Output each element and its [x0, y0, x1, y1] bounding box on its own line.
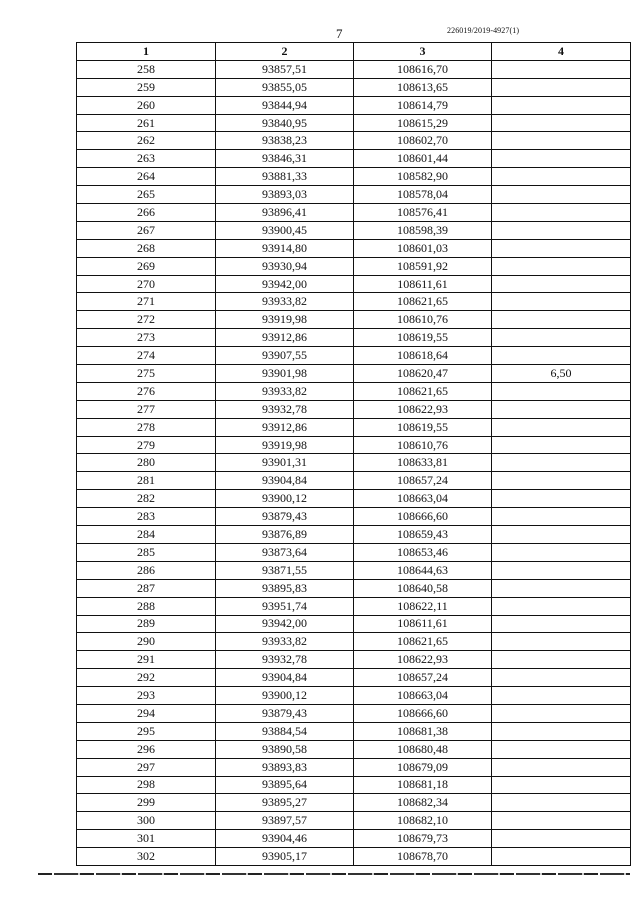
- column-header-3: 3: [354, 43, 492, 61]
- table-cell-col-4: [492, 615, 631, 633]
- table-cell-col-2: 93890,58: [216, 740, 354, 758]
- table-cell-col-3: 108644,63: [354, 561, 492, 579]
- table-row: [77, 597, 631, 615]
- table-cell-col-3: 108618,64: [354, 347, 492, 365]
- table-cell-col-2: 93846,31: [216, 150, 354, 168]
- table-cell-col-2: 93896,41: [216, 204, 354, 222]
- table-row: [77, 615, 631, 633]
- table-cell-col-4: [492, 651, 631, 669]
- table-cell-col-2: 93951,74: [216, 597, 354, 615]
- table-cell-col-3: 108680,48: [354, 740, 492, 758]
- table-cell-col-1: 271: [77, 293, 216, 311]
- table-body: [77, 60, 631, 865]
- table-cell-col-3: 108614,79: [354, 96, 492, 114]
- table-row: [77, 490, 631, 508]
- table-cell-col-3: 108578,04: [354, 186, 492, 204]
- table-cell-col-1: 268: [77, 239, 216, 257]
- table-cell-col-4: [492, 812, 631, 830]
- table-row: [77, 543, 631, 561]
- coordinates-table: [76, 42, 631, 866]
- table-cell-col-1: 272: [77, 311, 216, 329]
- table-cell-col-3: 108622,93: [354, 400, 492, 418]
- table-row: [77, 114, 631, 132]
- table-cell-col-3: 108621,65: [354, 293, 492, 311]
- table-cell-col-4: [492, 722, 631, 740]
- table-cell-col-4: [492, 776, 631, 794]
- table-cell-col-2: 93919,98: [216, 436, 354, 454]
- table-cell-col-4: [492, 472, 631, 490]
- table-cell-col-2: 93904,84: [216, 472, 354, 490]
- table-cell-col-1: 278: [77, 418, 216, 436]
- table-cell-col-1: 300: [77, 812, 216, 830]
- table-cell-col-1: 264: [77, 168, 216, 186]
- table-cell-col-3: 108678,70: [354, 848, 492, 866]
- table-cell-col-3: 108619,55: [354, 329, 492, 347]
- table-cell-col-3: 108682,34: [354, 794, 492, 812]
- table-row: [77, 651, 631, 669]
- table-cell-col-4: [492, 490, 631, 508]
- table-row: [77, 436, 631, 454]
- table-cell-col-2: 93895,27: [216, 794, 354, 812]
- table-row: [77, 418, 631, 436]
- table-cell-col-4: [492, 561, 631, 579]
- table-cell-col-2: 93897,57: [216, 812, 354, 830]
- table-cell-col-3: 108666,60: [354, 704, 492, 722]
- table-cell-col-3: 108611,61: [354, 275, 492, 293]
- table-cell-col-4: [492, 579, 631, 597]
- table-cell-col-4: [492, 794, 631, 812]
- table-cell-col-1: 299: [77, 794, 216, 812]
- table-cell-col-3: 108657,24: [354, 472, 492, 490]
- table-cell-col-4: [492, 60, 631, 78]
- table-cell-col-3: 108622,93: [354, 651, 492, 669]
- table-cell-col-4: [492, 454, 631, 472]
- page-number: 7: [336, 26, 343, 41]
- table-cell-col-2: 93900,45: [216, 221, 354, 239]
- table-row: [77, 204, 631, 222]
- table-cell-col-3: 108663,04: [354, 687, 492, 705]
- table-cell-col-1: 298: [77, 776, 216, 794]
- table-cell-col-2: 93933,82: [216, 633, 354, 651]
- table-cell-col-2: 93933,82: [216, 382, 354, 400]
- table-cell-col-3: 108602,70: [354, 132, 492, 150]
- table-row: [77, 275, 631, 293]
- table-cell-col-4: [492, 436, 631, 454]
- table-cell-col-4: [492, 96, 631, 114]
- table-cell-col-4: [492, 830, 631, 848]
- table-cell-col-1: 259: [77, 78, 216, 96]
- table-cell-col-2: 93930,94: [216, 257, 354, 275]
- table-cell-col-4: 6,50: [492, 365, 631, 383]
- table-cell-col-3: 108598,39: [354, 221, 492, 239]
- table-cell-col-2: 93871,55: [216, 561, 354, 579]
- table-row: [77, 526, 631, 544]
- table-cell-col-2: 93855,05: [216, 78, 354, 96]
- table-cell-col-1: 265: [77, 186, 216, 204]
- table-cell-col-2: 93881,33: [216, 168, 354, 186]
- table-row: [77, 848, 631, 866]
- table-cell-col-3: 108621,65: [354, 633, 492, 651]
- table-cell-col-2: 93893,83: [216, 758, 354, 776]
- table-cell-col-3: 108663,04: [354, 490, 492, 508]
- table-cell-col-3: 108616,70: [354, 60, 492, 78]
- table-cell-col-4: [492, 275, 631, 293]
- table-row: [77, 579, 631, 597]
- table-cell-col-2: 93907,55: [216, 347, 354, 365]
- table-row: [77, 257, 631, 275]
- document-reference: 226019/2019-4927(1): [447, 26, 520, 35]
- table-cell-col-4: [492, 114, 631, 132]
- table-cell-col-1: 297: [77, 758, 216, 776]
- table-cell-col-4: [492, 418, 631, 436]
- table-cell-col-1: 281: [77, 472, 216, 490]
- table-cell-col-2: 93857,51: [216, 60, 354, 78]
- table-row: [77, 758, 631, 776]
- table-cell-col-1: 270: [77, 275, 216, 293]
- table-cell-col-2: 93942,00: [216, 275, 354, 293]
- table-cell-col-4: [492, 239, 631, 257]
- table-row: [77, 186, 631, 204]
- table-cell-col-2: 93873,64: [216, 543, 354, 561]
- table-row: [77, 150, 631, 168]
- table-cell-col-2: 93884,54: [216, 722, 354, 740]
- table-cell-col-2: 93932,78: [216, 651, 354, 669]
- table-cell-col-3: 108619,55: [354, 418, 492, 436]
- table-cell-col-3: 108657,24: [354, 669, 492, 687]
- table-cell-col-4: [492, 508, 631, 526]
- table-cell-col-4: [492, 669, 631, 687]
- table-cell-col-3: 108653,46: [354, 543, 492, 561]
- table-cell-col-3: 108615,29: [354, 114, 492, 132]
- table-row: [77, 722, 631, 740]
- table-row: [77, 221, 631, 239]
- table-cell-col-4: [492, 543, 631, 561]
- table-cell-col-1: 263: [77, 150, 216, 168]
- column-header-1: 1: [77, 43, 216, 61]
- table-cell-col-4: [492, 221, 631, 239]
- table-cell-col-3: 108679,73: [354, 830, 492, 848]
- table-cell-col-3: 108620,47: [354, 365, 492, 383]
- table-cell-col-3: 108591,92: [354, 257, 492, 275]
- table-cell-col-2: 93905,17: [216, 848, 354, 866]
- table-cell-col-2: 93904,84: [216, 669, 354, 687]
- table-cell-col-2: 93914,80: [216, 239, 354, 257]
- table-cell-col-2: 93895,64: [216, 776, 354, 794]
- table-cell-col-2: 93900,12: [216, 490, 354, 508]
- table-cell-col-1: 291: [77, 651, 216, 669]
- table-row: [77, 704, 631, 722]
- table-cell-col-4: [492, 526, 631, 544]
- table-cell-col-4: [492, 740, 631, 758]
- table-cell-col-3: 108610,76: [354, 436, 492, 454]
- table-row: [77, 776, 631, 794]
- table-row: [77, 508, 631, 526]
- table-cell-col-4: [492, 293, 631, 311]
- table-row: [77, 78, 631, 96]
- table-header: [77, 43, 631, 61]
- table-cell-col-1: 274: [77, 347, 216, 365]
- table-cell-col-4: [492, 758, 631, 776]
- table-cell-col-4: [492, 704, 631, 722]
- table-cell-col-1: 261: [77, 114, 216, 132]
- table-cell-col-1: 293: [77, 687, 216, 705]
- table-cell-col-2: 93844,94: [216, 96, 354, 114]
- table-cell-col-4: [492, 400, 631, 418]
- table-cell-col-2: 93904,46: [216, 830, 354, 848]
- table-cell-col-3: 108666,60: [354, 508, 492, 526]
- table-row: [77, 669, 631, 687]
- table-cell-col-3: 108640,58: [354, 579, 492, 597]
- table-cell-col-2: 93893,03: [216, 186, 354, 204]
- table-cell-col-2: 93840,95: [216, 114, 354, 132]
- table-cell-col-3: 108576,41: [354, 204, 492, 222]
- table-row: [77, 293, 631, 311]
- table-row: [77, 633, 631, 651]
- table-cell-col-2: 93900,12: [216, 687, 354, 705]
- table-cell-col-2: 93912,86: [216, 418, 354, 436]
- table-cell-col-4: [492, 168, 631, 186]
- table-cell-col-2: 93932,78: [216, 400, 354, 418]
- table-row: [77, 472, 631, 490]
- table-cell-col-1: 290: [77, 633, 216, 651]
- column-header-4: 4: [492, 43, 631, 61]
- bottom-scan-line: [38, 873, 630, 875]
- table-row: [77, 329, 631, 347]
- table-cell-col-1: 277: [77, 400, 216, 418]
- table-cell-col-4: [492, 311, 631, 329]
- table-row: [77, 400, 631, 418]
- table-row: [77, 812, 631, 830]
- table-cell-col-3: 108610,76: [354, 311, 492, 329]
- table-cell-col-3: 108582,90: [354, 168, 492, 186]
- table-row: [77, 687, 631, 705]
- table-cell-col-4: [492, 633, 631, 651]
- table-row: [77, 311, 631, 329]
- table-cell-col-2: 93879,43: [216, 508, 354, 526]
- table-row: [77, 96, 631, 114]
- table-cell-col-3: 108611,61: [354, 615, 492, 633]
- table-cell-col-1: 279: [77, 436, 216, 454]
- table-row: [77, 561, 631, 579]
- table-row: [77, 347, 631, 365]
- table-cell-col-4: [492, 597, 631, 615]
- table-cell-col-1: 289: [77, 615, 216, 633]
- table-cell-col-4: [492, 78, 631, 96]
- table-cell-col-1: 276: [77, 382, 216, 400]
- table-cell-col-1: 302: [77, 848, 216, 866]
- table-cell-col-3: 108622,11: [354, 597, 492, 615]
- table-cell-col-1: 275: [77, 365, 216, 383]
- table-row: [77, 365, 631, 383]
- table-cell-col-1: 280: [77, 454, 216, 472]
- table-row: [77, 132, 631, 150]
- table-row: [77, 454, 631, 472]
- table-cell-col-4: [492, 150, 631, 168]
- table-cell-col-3: 108601,03: [354, 239, 492, 257]
- table-cell-col-1: 285: [77, 543, 216, 561]
- table-cell-col-1: 288: [77, 597, 216, 615]
- table-row: [77, 740, 631, 758]
- table-cell-col-3: 108682,10: [354, 812, 492, 830]
- table-cell-col-2: 93901,98: [216, 365, 354, 383]
- table-cell-col-2: 93942,00: [216, 615, 354, 633]
- table-cell-col-4: [492, 329, 631, 347]
- table-row: [77, 830, 631, 848]
- table-cell-col-1: 287: [77, 579, 216, 597]
- table-cell-col-1: 296: [77, 740, 216, 758]
- header-row: [77, 43, 631, 61]
- table-cell-col-4: [492, 687, 631, 705]
- table-row: [77, 168, 631, 186]
- table-cell-col-4: [492, 257, 631, 275]
- table-cell-col-1: 269: [77, 257, 216, 275]
- table-cell-col-3: 108633,81: [354, 454, 492, 472]
- table-row: [77, 239, 631, 257]
- table-cell-col-2: 93876,89: [216, 526, 354, 544]
- table-cell-col-2: 93919,98: [216, 311, 354, 329]
- table-cell-col-3: 108681,18: [354, 776, 492, 794]
- table-cell-col-3: 108679,09: [354, 758, 492, 776]
- table-cell-col-2: 93933,82: [216, 293, 354, 311]
- table-cell-col-4: [492, 186, 631, 204]
- table-cell-col-1: 286: [77, 561, 216, 579]
- table-cell-col-1: 301: [77, 830, 216, 848]
- table-cell-col-1: 262: [77, 132, 216, 150]
- table-cell-col-3: 108613,65: [354, 78, 492, 96]
- table-cell-col-2: 93838,23: [216, 132, 354, 150]
- table-cell-col-1: 273: [77, 329, 216, 347]
- table-row: [77, 382, 631, 400]
- table-cell-col-4: [492, 204, 631, 222]
- table-cell-col-1: 295: [77, 722, 216, 740]
- table-cell-col-2: 93895,83: [216, 579, 354, 597]
- table-cell-col-1: 266: [77, 204, 216, 222]
- table-cell-col-4: [492, 132, 631, 150]
- table-row: [77, 60, 631, 78]
- table-cell-col-1: 260: [77, 96, 216, 114]
- table-cell-col-1: 294: [77, 704, 216, 722]
- table-cell-col-4: [492, 848, 631, 866]
- table-cell-col-3: 108659,43: [354, 526, 492, 544]
- table-cell-col-2: 93901,31: [216, 454, 354, 472]
- table-cell-col-1: 282: [77, 490, 216, 508]
- table-cell-col-1: 283: [77, 508, 216, 526]
- table-cell-col-1: 284: [77, 526, 216, 544]
- table-row: [77, 794, 631, 812]
- column-header-2: 2: [216, 43, 354, 61]
- table-cell-col-2: 93879,43: [216, 704, 354, 722]
- table-cell-col-4: [492, 347, 631, 365]
- table-cell-col-3: 108621,65: [354, 382, 492, 400]
- table-cell-col-3: 108601,44: [354, 150, 492, 168]
- table-cell-col-1: 258: [77, 60, 216, 78]
- table-cell-col-1: 267: [77, 221, 216, 239]
- table-cell-col-3: 108681,38: [354, 722, 492, 740]
- table-cell-col-1: 292: [77, 669, 216, 687]
- table-cell-col-4: [492, 382, 631, 400]
- table-cell-col-2: 93912,86: [216, 329, 354, 347]
